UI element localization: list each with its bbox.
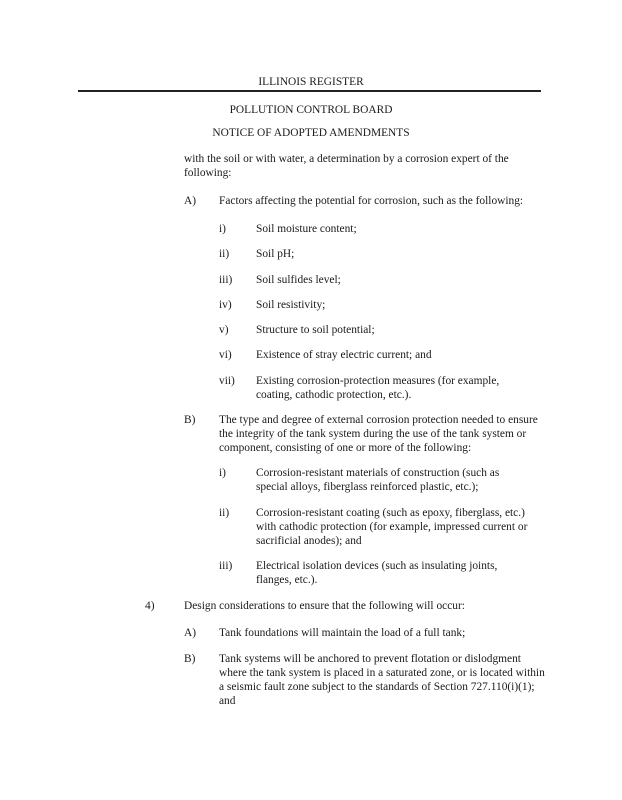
item-text: Soil moisture content;	[256, 223, 357, 235]
item-number: ii)	[219, 248, 230, 260]
subsection-b-text: The type and degree of external corrosion protection needed to ensure the integrity of the tank system during the use of the tank system or component, consisting of one or more of the following:	[219, 414, 538, 454]
item-text: Soil pH;	[256, 248, 295, 260]
section-4-b-label: B)	[184, 653, 196, 665]
item-text: Soil resistivity;	[256, 299, 326, 311]
register-title: ILLINOIS REGISTER	[258, 76, 364, 88]
subsection-b-label: B)	[184, 414, 196, 426]
section-4-a-text: Tank foundations will maintain the load of a full tank;	[219, 627, 466, 639]
subsection-a-text: Factors affecting the potential for corrosion, such as the following:	[219, 195, 524, 207]
item-number: vi)	[219, 349, 232, 361]
item-number: vii)	[219, 375, 235, 387]
section-4-text: Design considerations to ensure that the following will occur:	[184, 600, 465, 612]
board-title: POLLUTION CONTROL BOARD	[229, 104, 393, 116]
item-number: v)	[219, 324, 229, 336]
item-text: Structure to soil potential;	[256, 324, 375, 336]
section-4-b-text: Tank systems will be anchored to prevent flotation or dislodgment where the tank system is placed in a saturated zone, or is located within a seismic fault zone subject to the standards of Section 727.110(i)(1); and	[219, 653, 545, 707]
subsection-a-label: A)	[184, 195, 197, 207]
notice-title: NOTICE OF ADOPTED AMENDMENTS	[212, 127, 410, 139]
section-4-a-label: A)	[184, 627, 197, 639]
item-number: iv)	[219, 299, 232, 311]
item-text: Corrosion-resistant materials of construction (such as special alloys, fiberglass reinforced plastic, etc.);	[256, 467, 500, 493]
item-text: Existence of stray electric current; and	[256, 349, 432, 361]
header-rule	[78, 90, 541, 92]
item-number: i)	[219, 223, 226, 235]
item-number: iii)	[219, 560, 233, 572]
item-number: iii)	[219, 274, 233, 286]
item-text: Soil sulfides level;	[256, 274, 341, 286]
item-text: Existing corrosion-protection measures (for example, coating, cathodic protection, etc.).	[256, 375, 500, 401]
item-number: i)	[219, 467, 226, 479]
section-4-label: 4)	[145, 600, 155, 612]
item-text: Corrosion-resistant coating (such as epoxy, fiberglass, etc.) with cathodic protection (for example, impressed current or sacrificial anodes); and	[256, 507, 528, 547]
intro-paragraph: with the soil or with water, a determination by a corrosion expert of the following:	[184, 153, 509, 179]
item-text: Electrical isolation devices (such as insulating joints, flanges, etc.).	[256, 560, 498, 586]
item-number: ii)	[219, 507, 230, 519]
